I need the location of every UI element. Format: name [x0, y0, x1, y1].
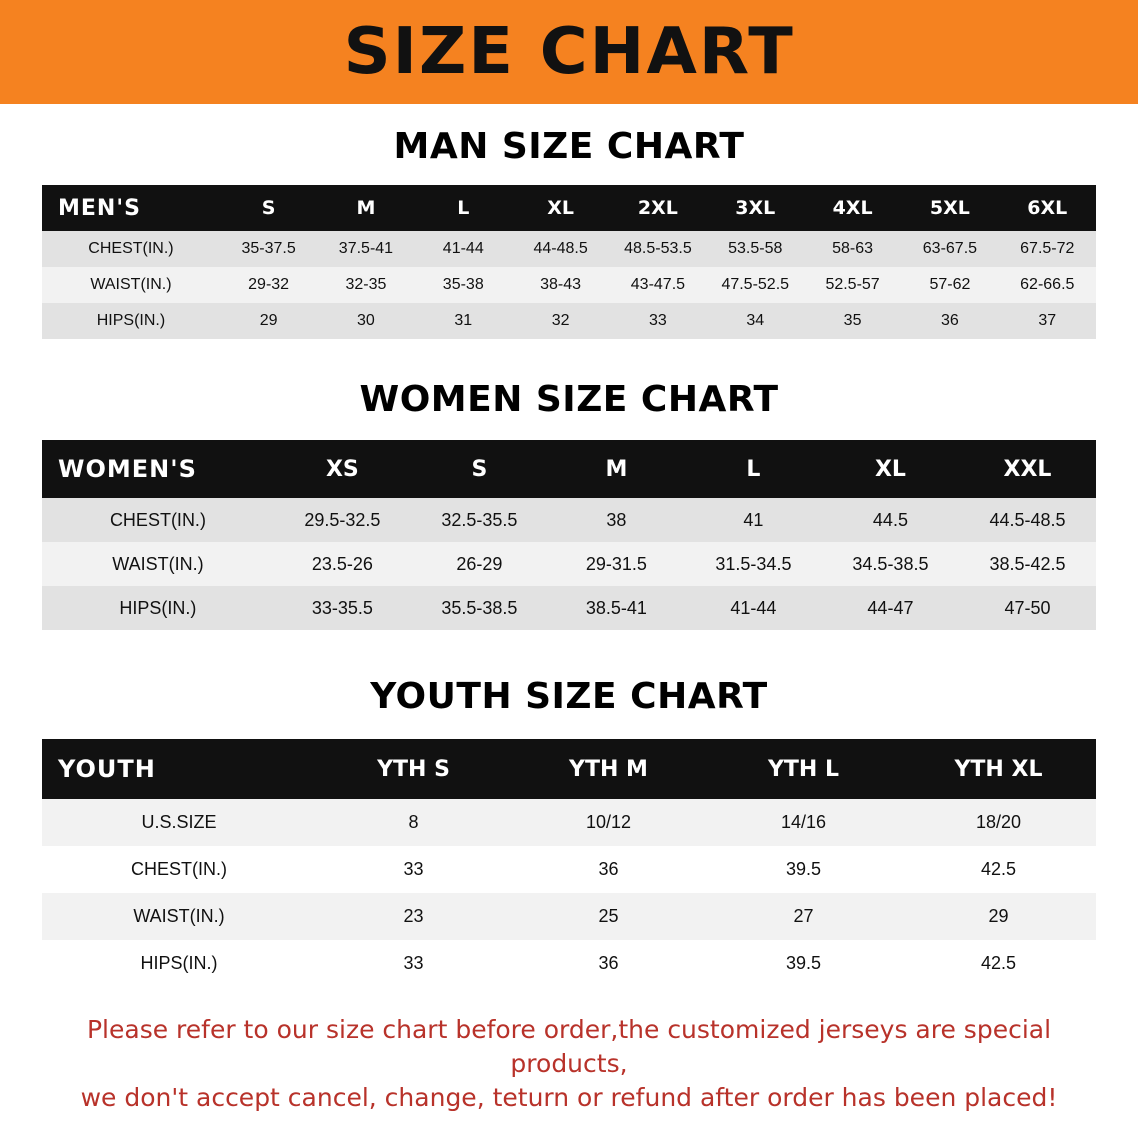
youth-row-label-hips: HIPS(IN.)	[42, 940, 316, 987]
women-chest-s: 32.5-35.5	[411, 498, 548, 542]
table-header-row	[42, 739, 1096, 799]
table-row	[42, 799, 1096, 846]
youth-waist-l: 27	[706, 893, 901, 940]
youth-waist-s: 23	[316, 893, 511, 940]
women-waist-m: 29-31.5	[548, 542, 685, 586]
men-chest-6xl: 67.5-72	[999, 231, 1096, 267]
men-waist-4xl: 52.5-57	[804, 267, 901, 303]
youth-waist-xl: 29	[901, 893, 1096, 940]
men-hips-3xl: 34	[707, 303, 804, 339]
table-row	[42, 498, 1096, 542]
men-waist-5xl: 57-62	[901, 267, 998, 303]
men-header-2xl: 2XL	[637, 197, 678, 219]
youth-ussize-s: 8	[316, 799, 511, 846]
youth-chest-xl: 42.5	[901, 846, 1096, 893]
youth-row-label-ussize: U.S.SIZE	[42, 799, 316, 846]
policy-note-line1: Please refer to our size chart before order,the customized jerseys are special products,	[86, 1015, 1052, 1078]
men-hips-4xl: 35	[804, 303, 901, 339]
women-chest-xs: 29.5-32.5	[274, 498, 411, 542]
women-chest-m: 38	[548, 498, 685, 542]
youth-chest-l: 39.5	[706, 846, 901, 893]
men-header-5xl: 5XL	[929, 197, 970, 219]
table-row	[42, 542, 1096, 586]
men-header-m: M	[356, 197, 376, 219]
men-waist-3xl: 47.5-52.5	[707, 267, 804, 303]
youth-hips-m: 36	[511, 940, 706, 987]
men-hips-6xl: 37	[999, 303, 1096, 339]
men-row-label-waist: WAIST(IN.)	[42, 267, 220, 303]
men-size-table	[42, 185, 1096, 339]
men-chest-m: 37.5-41	[317, 231, 414, 267]
women-header-m: M	[605, 456, 628, 482]
men-chest-s: 35-37.5	[220, 231, 317, 267]
women-waist-s: 26-29	[411, 542, 548, 586]
youth-ussize-l: 14/16	[706, 799, 901, 846]
men-header-6xl: 6XL	[1027, 197, 1068, 219]
table-header-row	[42, 440, 1096, 498]
women-header-s: S	[471, 456, 488, 482]
women-header-xl: XL	[874, 456, 906, 482]
women-chest-xl: 44.5	[822, 498, 959, 542]
women-waist-xxl: 38.5-42.5	[959, 542, 1096, 586]
youth-waist-m: 25	[511, 893, 706, 940]
table-row	[42, 586, 1096, 630]
men-hips-2xl: 33	[609, 303, 706, 339]
women-size-table	[42, 440, 1096, 630]
men-waist-m: 32-35	[317, 267, 414, 303]
youth-row-label-waist: WAIST(IN.)	[42, 893, 316, 940]
women-section-title: WOMEN SIZE CHART	[359, 379, 779, 420]
women-hips-l: 41-44	[685, 586, 822, 630]
youth-header-xl: YTH XL	[954, 756, 1043, 782]
youth-header-m: YTH M	[569, 756, 648, 782]
men-chest-l: 41-44	[415, 231, 512, 267]
banner	[0, 0, 1138, 104]
men-row-label-hips: HIPS(IN.)	[42, 303, 220, 339]
youth-section-title: YOUTH SIZE CHART	[370, 676, 768, 717]
men-chest-4xl: 58-63	[804, 231, 901, 267]
men-hips-xl: 32	[512, 303, 609, 339]
men-chest-3xl: 53.5-58	[707, 231, 804, 267]
youth-row-label-chest: CHEST(IN.)	[42, 846, 316, 893]
table-row	[42, 267, 1096, 303]
women-row-label-hips: HIPS(IN.)	[42, 586, 274, 630]
women-waist-xs: 23.5-26	[274, 542, 411, 586]
men-waist-2xl: 43-47.5	[609, 267, 706, 303]
men-header-3xl: 3XL	[735, 197, 776, 219]
table-row	[42, 893, 1096, 940]
men-header-s: S	[261, 197, 276, 219]
policy-note-line2: we don't accept cancel, change, teturn or refund after order has been placed!	[80, 1082, 1058, 1112]
men-hips-5xl: 36	[901, 303, 998, 339]
women-hips-xxl: 47-50	[959, 586, 1096, 630]
men-header-xl: XL	[547, 197, 574, 219]
women-waist-l: 31.5-34.5	[685, 542, 822, 586]
youth-ussize-xl: 18/20	[901, 799, 1096, 846]
table-row	[42, 846, 1096, 893]
women-table-wrap	[42, 440, 1096, 630]
women-hips-m: 38.5-41	[548, 586, 685, 630]
page-title: SIZE CHART	[343, 15, 795, 89]
women-header-xxl: XXL	[1003, 456, 1052, 482]
men-chest-2xl: 48.5-53.5	[609, 231, 706, 267]
women-header-label: WOMEN'S	[58, 455, 197, 483]
women-waist-xl: 34.5-38.5	[822, 542, 959, 586]
men-header-4xl: 4XL	[832, 197, 873, 219]
men-waist-6xl: 62-66.5	[999, 267, 1096, 303]
women-header-l: L	[746, 456, 761, 482]
youth-hips-l: 39.5	[706, 940, 901, 987]
men-waist-xl: 38-43	[512, 267, 609, 303]
youth-hips-s: 33	[316, 940, 511, 987]
youth-table-wrap	[42, 739, 1096, 987]
youth-header-label: YOUTH	[58, 755, 156, 783]
men-hips-l: 31	[415, 303, 512, 339]
women-row-label-chest: CHEST(IN.)	[42, 498, 274, 542]
man-table-wrap	[42, 185, 1096, 339]
youth-hips-xl: 42.5	[901, 940, 1096, 987]
women-hips-xs: 33-35.5	[274, 586, 411, 630]
youth-size-table	[42, 739, 1096, 987]
women-hips-s: 35.5-38.5	[411, 586, 548, 630]
men-header-l: L	[457, 197, 470, 219]
women-chest-l: 41	[685, 498, 822, 542]
men-row-label-chest: CHEST(IN.)	[42, 231, 220, 267]
table-row	[42, 940, 1096, 987]
women-hips-xl: 44-47	[822, 586, 959, 630]
men-hips-s: 29	[220, 303, 317, 339]
women-chest-xxl: 44.5-48.5	[959, 498, 1096, 542]
women-header-xs: XS	[325, 456, 359, 482]
women-row-label-waist: WAIST(IN.)	[42, 542, 274, 586]
youth-header-s: YTH S	[377, 756, 450, 782]
men-header-label: MEN'S	[58, 195, 141, 221]
table-header-row	[42, 185, 1096, 231]
table-row	[42, 303, 1096, 339]
man-section-title: MAN SIZE CHART	[393, 126, 745, 167]
youth-ussize-m: 10/12	[511, 799, 706, 846]
policy-note	[40, 1013, 1098, 1114]
men-waist-s: 29-32	[220, 267, 317, 303]
youth-chest-m: 36	[511, 846, 706, 893]
table-row	[42, 231, 1096, 267]
youth-chest-s: 33	[316, 846, 511, 893]
men-hips-m: 30	[317, 303, 414, 339]
men-chest-xl: 44-48.5	[512, 231, 609, 267]
youth-header-l: YTH L	[767, 756, 839, 782]
men-waist-l: 35-38	[415, 267, 512, 303]
men-chest-5xl: 63-67.5	[901, 231, 998, 267]
